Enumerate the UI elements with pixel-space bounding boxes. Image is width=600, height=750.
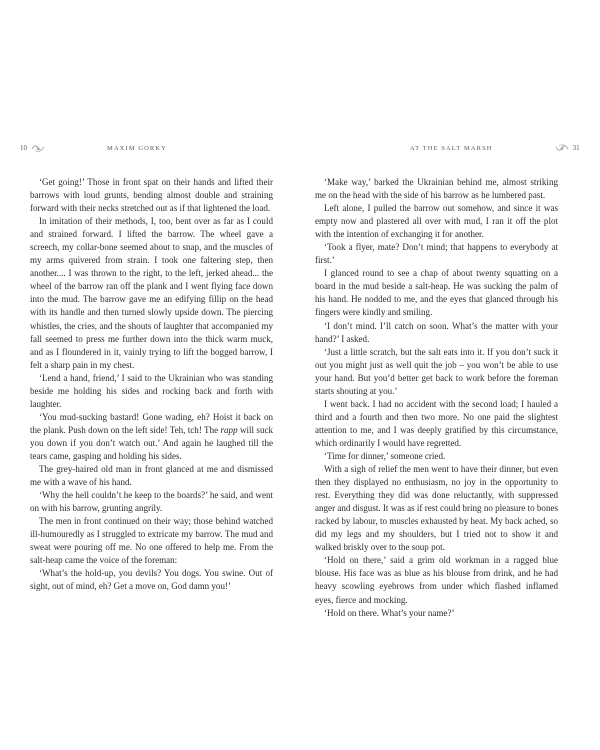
paragraph: ‘What’s the hold-up, you devils? You dogs. You swine. Out of sight, out of mind, eh? Get a move on, God damn you!’ [30,568,273,592]
paragraph: ‘Get going!’ Those in front spat on their hands and lifted their barrows with loud grunts, bending almost double and straining forward with their necks stretched out as if that lightened the load. [30,177,273,214]
right-page-number: 31 [572,144,580,152]
paragraph: With a sigh of relief the men went to have their dinner, but even then they displayed no enthusiasm, no joy in the opportunity to rest. Everything they did was done reluctantly, with suppressed anger and disgust. It was as if rest could bring no pleasure to bones racked by labour, to muscles exhausted by heat. My back ached, so did my legs and my shoulders, but I tried not to show it and walked briskly over to the soup pot. [315,464,558,553]
paragraph: ‘You mud-sucking bastard! Gone wading, eh? Hoist it back on the plank. Push down on the left side! Teh, tch! The rapp will suck you down if you don’t watch out.’ And again he laughed till the tears came, gasping and holding his sides. [30,411,274,461]
paragraph: ‘Make way,’ barked the Ukrainian behind me, almost striking me on the head with the side of his barrow as he lumbered past. [315,177,558,201]
paragraph: ‘Hold on there. What’s your name?’ [324,607,455,618]
paragraph: In imitation of their methods, I, too, bent over as far as I could and strained forward. I lifted the barrow. The wheel gave a screech, my collar-bone seemed about to snap, and the muscles of my arms quivered from strain. I took one faltering step, then another.... I was thrown to the right, to the left, jerked ahead... the wheel of the barrow ran off the plank and I went flying face down into the mud. The barrow gave me an edifying fillip on the head with its handle and then turned slowly upside down. The piercing whistles, the cries, and the shouts of laughter that accompanied my fall seemed to press me further down into the thick warm muck, and as I floundered in it, vainly trying to lift the bogged barrow, I felt a sharp pain in my chest. [30,216,273,370]
flourish-ornament-icon [555,144,569,153]
paragraph: ‘Why the hell couldn’t he keep to the boards?’ he said, and went on with his barrow, grunting angrily. [30,490,273,514]
flourish-ornament-icon [31,144,45,153]
italic-word: rapp [220,424,238,435]
paragraph: The men in front continued on their way; those behind watched ill-humouredly as I struggled to extricate my barrow. The mud and sweat were pouring off me. No one offered to help me. From the salt-heap came the voice of the foreman: [30,516,273,566]
paragraph: I went back. I had no accident with the second load; I hauled a third and a fourth and then two more. No one paid the slightest attention to me, and I was deeply gratified by this circumstance, which ordinarily I would have regretted. [315,398,558,448]
left-running-head-title: MAXIM GORKY [107,144,167,152]
right-page [300,0,600,750]
paragraph: Left alone, I pulled the barrow out somehow, and since it was empty now and plastered all over with mud, I ran it off the plot with the intention of exchanging it for another. [315,203,558,240]
paragraph: ‘Took a flyer, mate? Don’t mind; that happens to everybody at first.’ [315,242,558,266]
right-running-head [410,142,580,154]
paragraph: ‘Hold on there,’ said a grim old workman in a ragged blue blouse. His face was as blue as his blouse from drink, and he had heavy scowling eyebrows from under which flashed inflamed eyes, fierce and mocking. [315,555,558,605]
paragraph: ‘I don’t mind. I’ll catch on soon. What’s the matter with your hand?’ I asked. [315,320,558,344]
right-text-block [315,176,558,620]
paragraph: ‘Just a little scratch, but the salt eats into it. If you don’t suck it out you might just as well quit the job – you won’t be able to use your hand. But you’d better get back to work before the foreman starts shouting at you.’ [315,346,558,396]
paragraph: ‘Time for dinner,’ someone cried. [324,450,446,461]
paragraph: The grey-haired old man in front glanced at me and dismissed me with a wave of his hand. [30,464,273,488]
paragraph: ‘Lend a hand, friend,’ I said to the Ukrainian who was standing beside me holding his sides and rocking back and forth with laughter. [30,372,273,409]
paragraph: I glanced round to see a chap of about twenty squatting on a board in the mud beside a salt-heap. He was sucking the palm of his hand. He nodded to me, and the eyes that glanced through his fingers were kindly and smiling. [315,268,558,318]
left-page-number: 10 [20,144,27,152]
left-running-head [20,142,167,154]
left-text-block [30,176,273,594]
right-running-head-title: AT THE SALT MARSH [410,144,493,152]
